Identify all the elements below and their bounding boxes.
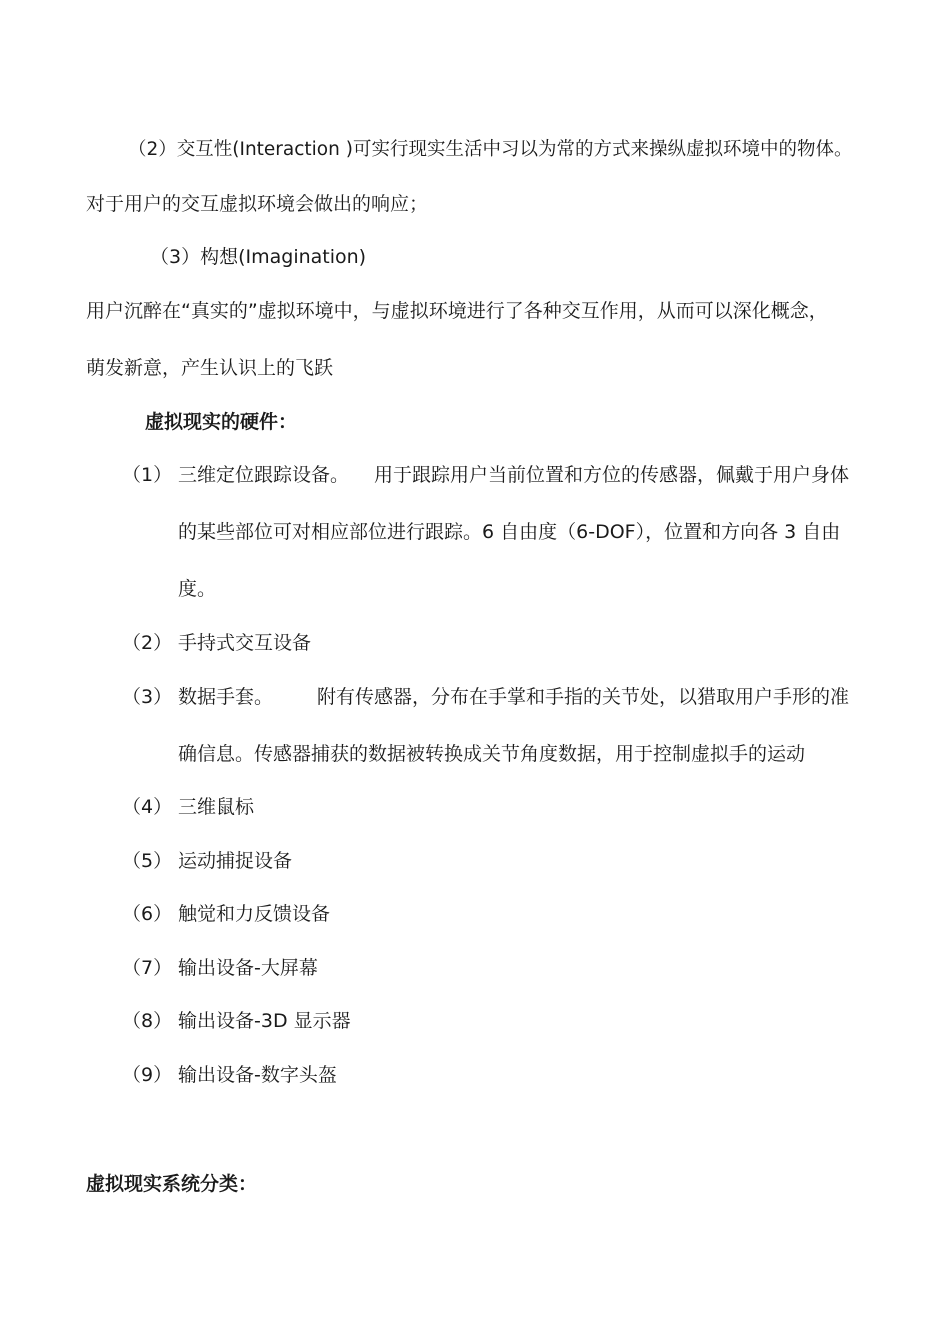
list-item-number: （1） <box>122 464 173 486</box>
hardware-heading: 虚拟现实的硬件： <box>145 411 298 433</box>
list-item-title: 输出设备-大屏幕 <box>178 957 318 979</box>
list-item-number: （8） <box>122 1010 173 1032</box>
list-item-number: （3） <box>122 686 173 708</box>
list-item-number: （5） <box>122 850 173 872</box>
paragraph-interaction-line2: 对于用户的交互虚拟环境会做出的响应； <box>86 193 429 215</box>
list-item-title: 三维定位跟踪设备。 <box>178 464 350 486</box>
classification-heading: 虚拟现实系统分类： <box>86 1173 258 1195</box>
paragraph-interaction-line1: （2）交互性(Interaction )可实行现实生活中习以为常的方式来操纵虚拟环境中的物体。 <box>128 139 853 160</box>
list-item-number: （2） <box>122 632 173 654</box>
list-item-number: （6） <box>122 903 173 925</box>
paragraph-imagination: （3）构想(Imagination) <box>150 246 367 268</box>
list-item-continuation: 度。 <box>178 578 217 600</box>
list-item-description: 用于跟踪用户当前位置和方位的传感器，佩戴于用户身体 <box>374 464 850 486</box>
list-item-title: 输出设备-数字头盔 <box>178 1064 337 1086</box>
list-item-title: 数据手套。 <box>178 686 274 708</box>
paragraph-immersion-line1: 用户沉醉在“真实的”虚拟环境中，与虚拟环境进行了各种交互作用，从而可以深化概念， <box>86 300 828 322</box>
list-item-title: 触觉和力反馈设备 <box>178 903 331 925</box>
list-item-title: 三维鼠标 <box>178 796 255 818</box>
list-item-continuation: 确信息。传感器捕获的数据被转换成关节角度数据，用于控制虚拟手的运动 <box>178 743 806 765</box>
list-item-continuation: 的某些部位可对相应部位进行跟踪。6 自由度（6-DOF），位置和方向各 3 自由 <box>178 521 841 543</box>
list-item-title: 手持式交互设备 <box>178 632 312 654</box>
list-item-title: 运动捕捉设备 <box>178 850 293 872</box>
list-item-number: （7） <box>122 957 173 979</box>
paragraph-immersion-line2: 萌发新意，产生认识上的飞跃 <box>86 357 334 379</box>
list-item-description: 附有传感器，分布在手掌和手指的关节处，以猎取用户手形的准 <box>317 686 850 708</box>
list-item-title: 输出设备-3D 显示器 <box>178 1010 351 1032</box>
list-item-number: （9） <box>122 1064 173 1086</box>
list-item-number: （4） <box>122 796 173 818</box>
